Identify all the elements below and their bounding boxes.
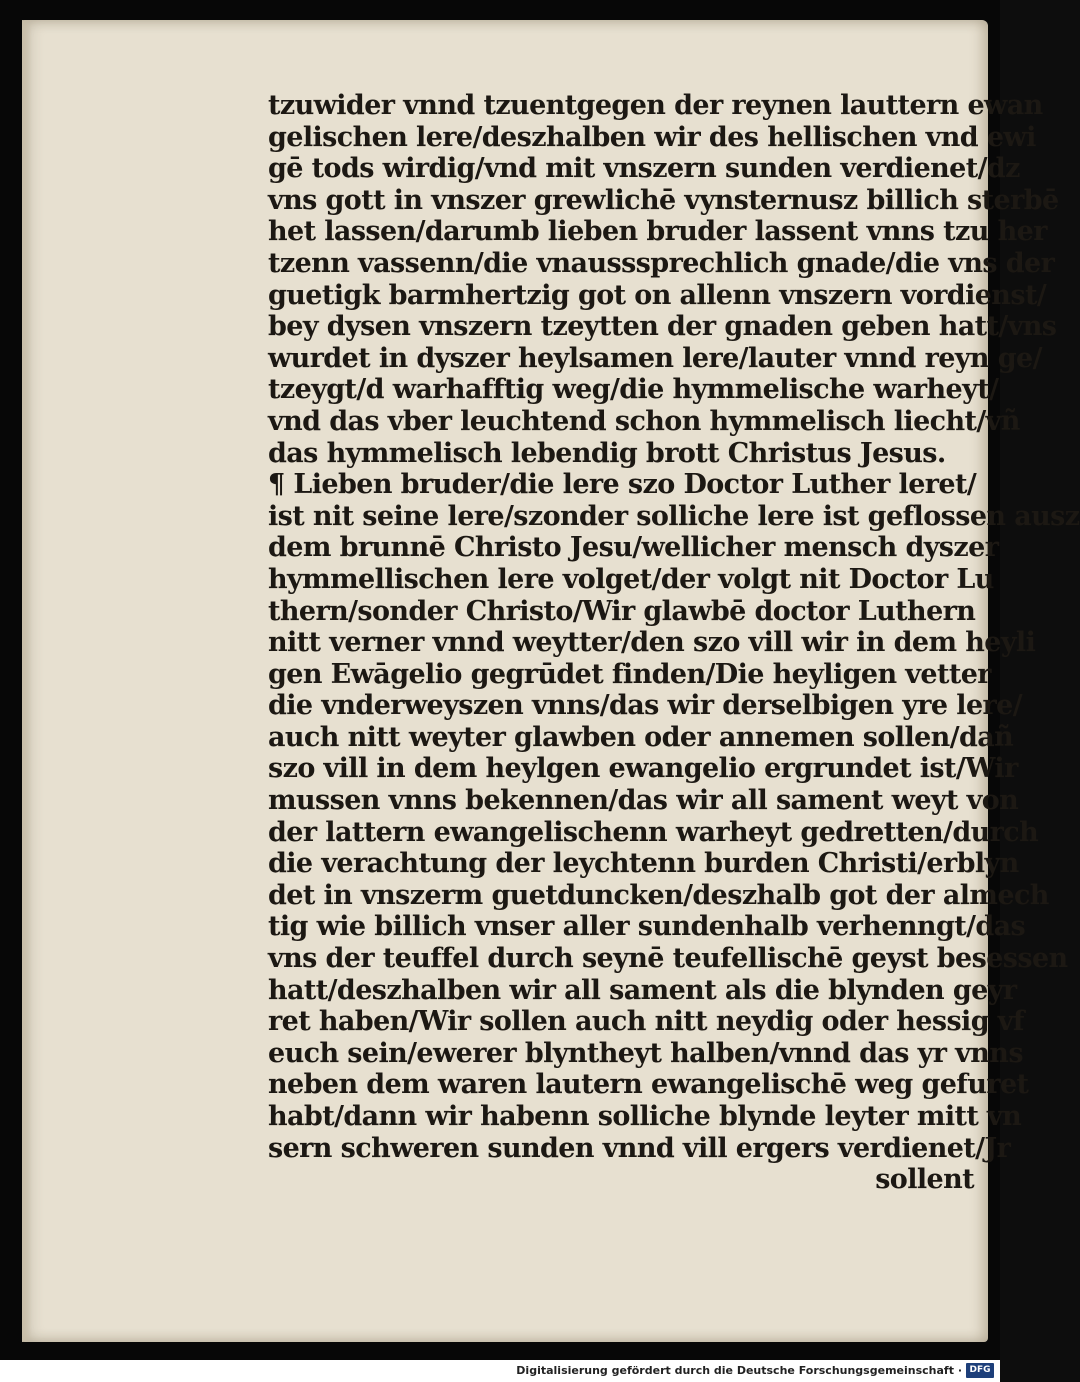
footer-bar xyxy=(0,1360,1000,1382)
text-line: tzenn vassenn/die vnausssprechlich gnade/die vns der xyxy=(268,247,1055,279)
text-line: neben dem waren lautern ewangelischē weg gefuret xyxy=(268,1069,1029,1101)
text-line: die vnderweyszen vnns/das wir derselbigen yre lere/ xyxy=(268,690,1023,722)
paragraph-start-line: ¶ Lieben bruder/die lere szo Doctor Luther leret/ xyxy=(268,469,977,501)
text-line: dem brunnē Christo Jesu/wellicher mensch dyszer xyxy=(268,532,999,564)
text-line: der lattern ewangelischenn warheyt gedretten/durch xyxy=(268,816,1039,848)
catchword: sollent xyxy=(875,1164,974,1196)
text-line: vns gott in vnszer grewlichē vynsternusz billich sterbē xyxy=(268,184,1059,216)
text-line: het lassen/darumb lieben bruder lassent vnns tzu her xyxy=(268,216,1047,248)
text-line: ret haben/Wir sollen auch nitt neydig oder hessig vf xyxy=(268,1006,1024,1038)
text-line: ist nit seine lere/szonder solliche lere ist geflossen ausz xyxy=(268,500,1080,532)
text-line: vnd das vber leuchtend schon hymmelisch liecht/vñ xyxy=(268,405,1020,437)
funding-credit xyxy=(516,1364,962,1377)
text-line: det in vnszerm guetduncken/deszhalb got der almech xyxy=(268,879,1049,911)
text-line: wurdet in dyszer heylsamen lere/lauter vnnd reyn ge/ xyxy=(268,342,1042,374)
text-block xyxy=(268,90,1080,1196)
text-line: euch sein/ewerer blyntheyt halben/vnnd das yr vnns xyxy=(268,1037,1023,1069)
footer-separator: · xyxy=(957,1364,962,1377)
text-line: vns der teuffel durch seynē teufellischē geyst besessen xyxy=(268,943,1068,975)
dfg-logo: DFG xyxy=(966,1363,994,1378)
funding-credit-text: Digitalisierung gefördert durch die Deutsche Forschungsgemeinschaft xyxy=(516,1364,954,1377)
text-line: das hymmelisch lebendig brott Christus Jesus. xyxy=(268,437,946,469)
text-line: hymmellischen lere volget/der volgt nit Doctor Lu xyxy=(268,563,994,595)
text-line: mussen vnns bekennen/das wir all sament weyt von xyxy=(268,785,1019,817)
text-line: tig wie billich vnser aller sundenhalb verhenngt/das xyxy=(268,911,1026,943)
text-line: hatt/deszhalben wir all sament als die blynden geyr xyxy=(268,974,1017,1006)
text-line: gen Ewāgelio gegrūdet finden/Die heyligen vetter xyxy=(268,658,991,690)
text-line: nitt verner vnnd weytter/den szo vill wir in dem heyli xyxy=(268,627,1036,659)
text-line: thern/sonder Christo/Wir glawbē doctor Luthern xyxy=(268,595,976,627)
text-line: sern schweren sunden vnnd vill ergers verdienet/Jr xyxy=(268,1132,1011,1164)
text-line: auch nitt weyter glawben oder annemen sollen/dañ xyxy=(268,721,1014,753)
text-line: gelischen lere/deszhalben wir des hellischen vnd ewi xyxy=(268,121,1036,153)
text-line: habt/dann wir habenn solliche blynde leyter mitt vn xyxy=(268,1101,1022,1132)
book-page xyxy=(22,20,1080,1342)
text-line: szo vill in dem heylgen ewangelio ergrundet ist/Wir xyxy=(268,753,1018,785)
text-line: tzuwider vnnd tzuentgegen der reynen lauttern ewan xyxy=(268,90,1043,121)
text-line: die verachtung der leychtenn burden Christi/erblyn xyxy=(268,848,1019,880)
text-line: bey dysen vnszern tzeytten der gnaden geben hatt/vns xyxy=(268,311,1057,343)
text-line: tzeygt/d warhafftig weg/die hymmelische warheyt/ xyxy=(268,374,999,406)
text-line: gē tods wirdig/vnd mit vnszern sunden verdienet/dz xyxy=(268,153,1020,185)
text-line: guetigk barmhertzig got on allenn vnszern vordienst/ xyxy=(268,279,1047,311)
